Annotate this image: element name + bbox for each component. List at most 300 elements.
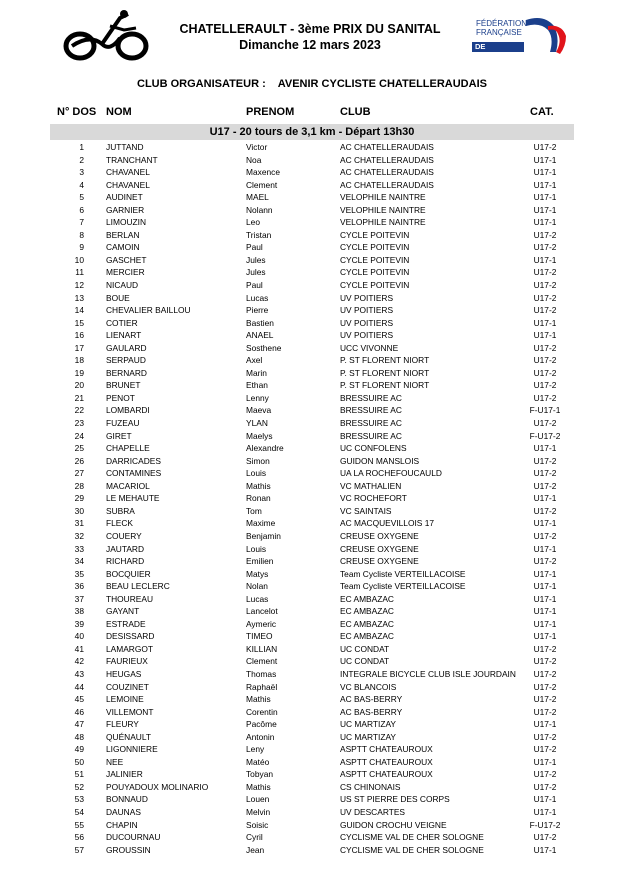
table-row bbox=[0, 229, 624, 242]
cell-nom: LOMBARDI bbox=[106, 405, 150, 416]
cell-num: 1 bbox=[79, 142, 84, 152]
cell-prenom: ANAEL bbox=[246, 330, 274, 341]
cell-prenom: Maeva bbox=[246, 405, 272, 416]
cell-num: 16 bbox=[74, 330, 84, 341]
cell-nom: COUERY bbox=[106, 530, 142, 541]
cell-num: 7 bbox=[79, 217, 84, 228]
cell-nom: FUZEAU bbox=[106, 418, 140, 429]
cell-num: 13 bbox=[74, 292, 84, 303]
table-row bbox=[0, 179, 624, 192]
cell-prenom: Louen bbox=[246, 794, 270, 805]
cell-nom: BONNAUD bbox=[106, 794, 148, 805]
cell-num: 24 bbox=[74, 430, 84, 441]
cell-cat: U17-2 bbox=[533, 242, 557, 253]
cell-cat: U17-1 bbox=[533, 192, 557, 203]
cell-nom: HEUGAS bbox=[106, 668, 142, 679]
cell-num: 14 bbox=[74, 305, 84, 316]
cell-club: ASPTT CHATEAUROUX bbox=[340, 744, 433, 755]
cell-club: UV POITIERS bbox=[340, 317, 394, 328]
cell-prenom: Maxence bbox=[246, 167, 280, 178]
cell-club: CYCLE POITEVIN bbox=[340, 280, 410, 291]
cell-prenom: Jules bbox=[246, 267, 266, 278]
cell-prenom: Mathis bbox=[246, 480, 271, 491]
table-row bbox=[0, 693, 624, 706]
cell-prenom: Maxime bbox=[246, 518, 276, 529]
cell-nom: VILLEMONT bbox=[106, 706, 154, 717]
cell-cat: U17-2 bbox=[533, 681, 557, 692]
table-row bbox=[0, 781, 624, 794]
table-row bbox=[0, 154, 624, 167]
cell-nom: BOUE bbox=[106, 292, 130, 303]
table-row bbox=[0, 354, 624, 367]
cell-nom: CAMOIN bbox=[106, 242, 140, 253]
cell-club: VC MATHALIEN bbox=[340, 480, 402, 491]
cell-num: 4 bbox=[79, 179, 84, 190]
table-row bbox=[0, 404, 624, 417]
cell-club: UC CONDAT bbox=[340, 643, 390, 654]
cell-club: BRESSUIRE AC bbox=[340, 405, 402, 416]
cell-club: CREUSE OXYGENE bbox=[340, 556, 419, 567]
cell-num: 27 bbox=[74, 468, 84, 479]
cell-cat: U17-2 bbox=[533, 656, 557, 667]
cell-cat: U17-2 bbox=[533, 530, 557, 541]
table-row bbox=[0, 580, 624, 593]
cell-num: 44 bbox=[74, 681, 84, 692]
cell-prenom: Lenny bbox=[246, 392, 269, 403]
cell-prenom: Ronan bbox=[246, 493, 271, 504]
event-title: CHATELLERAULT - 3ème PRIX DU SANITAL bbox=[179, 22, 441, 36]
organizer-line bbox=[0, 78, 624, 90]
cell-nom: LIGONNIERE bbox=[106, 744, 158, 755]
cell-cat: U17-2 bbox=[533, 468, 557, 479]
cell-num: 22 bbox=[74, 405, 84, 416]
cell-num: 42 bbox=[74, 656, 84, 667]
cell-prenom: Bastien bbox=[246, 317, 274, 328]
cell-cat: U17-1 bbox=[533, 317, 557, 328]
table-row bbox=[0, 731, 624, 744]
cell-club: GUIDON MANSLOIS bbox=[340, 455, 420, 466]
cell-num: 12 bbox=[74, 280, 84, 291]
cell-cat: U17-1 bbox=[533, 593, 557, 604]
cell-num: 33 bbox=[74, 543, 84, 554]
cell-cat: U17-1 bbox=[533, 204, 557, 215]
cell-prenom: KILLIAN bbox=[246, 643, 278, 654]
cell-num: 20 bbox=[74, 380, 84, 391]
cell-prenom: Corentin bbox=[246, 706, 278, 717]
cell-cat: U17-2 bbox=[533, 380, 557, 391]
cell-prenom: TIMEO bbox=[246, 631, 273, 642]
table-row bbox=[0, 618, 624, 631]
cell-num: 29 bbox=[74, 493, 84, 504]
cell-prenom: Lancelot bbox=[246, 606, 278, 617]
cell-cat: U17-1 bbox=[533, 254, 557, 265]
cell-num: 9 bbox=[79, 242, 84, 253]
cell-nom: MERCIER bbox=[106, 267, 145, 278]
cell-club: UC CONDAT bbox=[340, 656, 390, 667]
cell-prenom: Antonin bbox=[246, 731, 275, 742]
cell-prenom: Louis bbox=[246, 543, 267, 554]
cell-club: AC CHATELLERAUDAIS bbox=[340, 179, 434, 190]
cell-club: VELOPHILE NAINTRE bbox=[340, 217, 426, 228]
rider-list bbox=[0, 141, 624, 856]
cell-num: 6 bbox=[79, 204, 84, 215]
cell-cat: U17-1 bbox=[533, 518, 557, 529]
cell-club: CYCLE POITEVIN bbox=[340, 254, 410, 265]
cell-club: UC MARTIZAY bbox=[340, 731, 396, 742]
cell-nom: BERLAN bbox=[106, 229, 140, 240]
cell-club: AC BAS-BERRY bbox=[340, 694, 403, 705]
cell-prenom: Alexandre bbox=[246, 443, 284, 454]
cell-cat: U17-2 bbox=[533, 556, 557, 567]
cell-club: AC MACQUEVILLOIS 17 bbox=[340, 518, 435, 529]
cell-prenom: Matys bbox=[246, 568, 269, 579]
cell-club: UV DESCARTES bbox=[340, 806, 406, 817]
cell-nom: COTIER bbox=[106, 317, 138, 328]
table-row bbox=[0, 793, 624, 806]
cell-prenom: YLAN bbox=[246, 418, 268, 429]
col-header-prenom: PRENOM bbox=[246, 106, 295, 118]
cell-nom: GROUSSIN bbox=[106, 844, 151, 855]
cell-nom: BERNARD bbox=[106, 367, 147, 378]
table-row bbox=[0, 543, 624, 556]
cell-cat: U17-2 bbox=[533, 280, 557, 291]
cell-cat: U17-1 bbox=[533, 844, 557, 855]
cell-num: 52 bbox=[74, 781, 84, 792]
cell-nom: NEE bbox=[106, 756, 124, 767]
cell-cat: U17-1 bbox=[533, 568, 557, 579]
cell-nom: DESISSARD bbox=[106, 631, 155, 642]
cell-prenom: Clement bbox=[246, 179, 278, 190]
cell-club: EC AMBAZAC bbox=[340, 631, 394, 642]
cell-club: CREUSE OXYGENE bbox=[340, 530, 419, 541]
table-row bbox=[0, 831, 624, 844]
cell-cat: U17-1 bbox=[533, 543, 557, 554]
cell-nom: CHAPELLE bbox=[106, 443, 150, 454]
cell-club: AC CHATELLERAUDAIS bbox=[340, 167, 434, 178]
cell-num: 32 bbox=[74, 530, 84, 541]
table-row bbox=[0, 630, 624, 643]
cell-cat: U17-2 bbox=[533, 292, 557, 303]
cell-prenom: Pierre bbox=[246, 305, 269, 316]
table-row bbox=[0, 718, 624, 731]
cell-num: 43 bbox=[74, 668, 84, 679]
cell-club: UV POITIERS bbox=[340, 305, 394, 316]
organizer-label: CLUB ORGANISATEUR : bbox=[137, 78, 266, 90]
cell-nom: COUZINET bbox=[106, 681, 149, 692]
cell-club: CYCLE POITEVIN bbox=[340, 267, 410, 278]
cell-cat: U17-1 bbox=[533, 756, 557, 767]
cell-prenom: Jules bbox=[246, 254, 266, 265]
table-row bbox=[0, 241, 624, 254]
table-row bbox=[0, 480, 624, 493]
table-row bbox=[0, 141, 624, 154]
table-row bbox=[0, 254, 624, 267]
cell-prenom: Lucas bbox=[246, 292, 269, 303]
table-row bbox=[0, 166, 624, 179]
cell-club: EC AMBAZAC bbox=[340, 606, 394, 617]
table-row bbox=[0, 593, 624, 606]
table-row bbox=[0, 844, 624, 857]
cell-club: CYCLE POITEVIN bbox=[340, 242, 410, 253]
table-row bbox=[0, 743, 624, 756]
cell-nom: BEAU LECLERC bbox=[106, 581, 170, 592]
cell-cat: U17-2 bbox=[533, 505, 557, 516]
cell-num: 54 bbox=[74, 806, 84, 817]
table-row bbox=[0, 417, 624, 430]
cell-club: CYCLISME VAL DE CHER SOLOGNE bbox=[340, 832, 484, 843]
cell-club: ASPTT CHATEAUROUX bbox=[340, 756, 433, 767]
cell-cat: F-U17-2 bbox=[529, 819, 561, 830]
cell-club: AC BAS-BERRY bbox=[340, 706, 403, 717]
cell-cat: U17-2 bbox=[533, 643, 557, 654]
cell-num: 23 bbox=[74, 418, 84, 429]
cell-nom: MACARIOL bbox=[106, 480, 150, 491]
cell-club: AC CHATELLERAUDAIS bbox=[340, 154, 434, 165]
cell-club: BRESSUIRE AC bbox=[340, 418, 402, 429]
cell-num: 48 bbox=[74, 731, 84, 742]
cell-num: 26 bbox=[74, 455, 84, 466]
cell-club: UC CONFOLENS bbox=[340, 443, 407, 454]
cell-club: UV POITIERS bbox=[340, 292, 394, 303]
cell-prenom: Soisic bbox=[246, 819, 269, 830]
cell-nom: POUYADOUX MOLINARIO bbox=[106, 781, 209, 792]
cell-club: VELOPHILE NAINTRE bbox=[340, 192, 426, 203]
cell-nom: QUÉNAULT bbox=[106, 731, 151, 742]
cell-nom: FLEURY bbox=[106, 719, 139, 730]
cell-prenom: Pacôme bbox=[246, 719, 277, 730]
table-row bbox=[0, 342, 624, 355]
table-row bbox=[0, 681, 624, 694]
table-row bbox=[0, 517, 624, 530]
cell-nom: LE MEHAUTE bbox=[106, 493, 160, 504]
cell-cat: U17-2 bbox=[533, 781, 557, 792]
table-row bbox=[0, 467, 624, 480]
cell-num: 38 bbox=[74, 606, 84, 617]
cell-cat: U17-1 bbox=[533, 167, 557, 178]
federation-line3: DE CYCLISME bbox=[472, 42, 524, 52]
col-header-num: N° DOS bbox=[57, 106, 97, 118]
table-row bbox=[0, 292, 624, 305]
cell-club: BRESSUIRE AC bbox=[340, 392, 402, 403]
cell-prenom: Axel bbox=[246, 355, 263, 366]
cell-club: VC ROCHEFORT bbox=[340, 493, 407, 504]
cell-nom: RICHARD bbox=[106, 556, 145, 567]
table-row bbox=[0, 392, 624, 405]
cell-cat: U17-1 bbox=[533, 179, 557, 190]
cell-nom: CHEVALIER BAILLOU bbox=[106, 305, 191, 316]
cell-club: GUIDON CROCHU VEIGNE bbox=[340, 819, 447, 830]
cell-cat: U17-2 bbox=[533, 706, 557, 717]
table-row bbox=[0, 819, 624, 832]
cell-nom: LAMARGOT bbox=[106, 643, 153, 654]
cell-prenom: Ethan bbox=[246, 380, 268, 391]
cell-num: 2 bbox=[79, 154, 84, 165]
cell-num: 10 bbox=[74, 254, 84, 265]
cell-cat: U17-2 bbox=[533, 367, 557, 378]
cell-nom: CONTAMINES bbox=[106, 468, 162, 479]
cell-club: UC MARTIZAY bbox=[340, 719, 396, 730]
cell-nom: DARRICADES bbox=[106, 455, 161, 466]
table-row bbox=[0, 643, 624, 656]
cell-num: 21 bbox=[74, 392, 84, 403]
cell-club: BRESSUIRE AC bbox=[340, 430, 402, 441]
table-row bbox=[0, 655, 624, 668]
cell-club: VC BLANCOIS bbox=[340, 681, 397, 692]
cell-cat: U17-2 bbox=[533, 392, 557, 403]
cell-prenom: Simon bbox=[246, 455, 270, 466]
cell-cat: U17-1 bbox=[533, 581, 557, 592]
cell-num: 15 bbox=[74, 317, 84, 328]
cell-nom: SUBRA bbox=[106, 505, 135, 516]
table-row bbox=[0, 768, 624, 781]
table-row bbox=[0, 668, 624, 681]
cell-cat: U17-2 bbox=[533, 480, 557, 491]
cell-num: 34 bbox=[74, 556, 84, 567]
table-row bbox=[0, 568, 624, 581]
cell-num: 17 bbox=[74, 342, 84, 353]
cell-prenom: Benjamin bbox=[246, 530, 281, 541]
cell-prenom: Nolann bbox=[246, 204, 273, 215]
cell-nom: JUTTAND bbox=[106, 142, 144, 152]
table-row bbox=[0, 492, 624, 505]
cell-nom: LIENART bbox=[106, 330, 142, 341]
cell-num: 18 bbox=[74, 355, 84, 366]
cell-num: 40 bbox=[74, 631, 84, 642]
table-row bbox=[0, 442, 624, 455]
cell-club: EC AMBAZAC bbox=[340, 593, 394, 604]
cell-nom: GARNIER bbox=[106, 204, 145, 215]
table-row bbox=[0, 204, 624, 217]
cell-cat: U17-2 bbox=[533, 355, 557, 366]
cell-prenom: Emilien bbox=[246, 556, 274, 567]
table-row bbox=[0, 455, 624, 468]
cell-nom: LIMOUZIN bbox=[106, 217, 147, 228]
cell-cat: U17-1 bbox=[533, 719, 557, 730]
cell-num: 57 bbox=[74, 844, 84, 855]
cell-num: 46 bbox=[74, 706, 84, 717]
federation-line2: FRANÇAISE bbox=[476, 28, 522, 37]
col-header-club: CLUB bbox=[340, 106, 371, 118]
table-row bbox=[0, 706, 624, 719]
cell-club: CS CHINONAIS bbox=[340, 781, 401, 792]
cell-club: INTEGRALE BICYCLE CLUB ISLE JOURDAIN bbox=[340, 668, 516, 679]
table-row bbox=[0, 505, 624, 518]
cell-nom: DUCOURNAU bbox=[106, 832, 161, 843]
cell-cat: U17-1 bbox=[533, 606, 557, 617]
cell-nom: NICAUD bbox=[106, 280, 139, 291]
cell-cat: F-U17-2 bbox=[529, 430, 561, 441]
cell-cat: U17-2 bbox=[533, 769, 557, 780]
cell-prenom: Thomas bbox=[246, 668, 277, 679]
cell-prenom: Melvin bbox=[246, 806, 271, 817]
cell-cat: U17-1 bbox=[533, 443, 557, 454]
cell-club: P. ST FLORENT NIORT bbox=[340, 367, 430, 378]
cell-num: 47 bbox=[74, 719, 84, 730]
col-header-nom: NOM bbox=[106, 106, 132, 118]
col-header-cat: CAT. bbox=[530, 106, 554, 118]
table-row bbox=[0, 317, 624, 330]
cell-cat: U17-2 bbox=[533, 731, 557, 742]
cell-nom: LEMOINE bbox=[106, 694, 144, 705]
table-row bbox=[0, 304, 624, 317]
cell-club: VC SAINTAIS bbox=[340, 505, 392, 516]
cell-cat: U17-1 bbox=[533, 330, 557, 341]
table-row bbox=[0, 216, 624, 229]
cell-prenom: Aymeric bbox=[246, 618, 277, 629]
cell-club: CYCLISME VAL DE CHER SOLOGNE bbox=[340, 844, 484, 855]
cell-prenom: Tom bbox=[246, 505, 262, 516]
cell-club: Team Cycliste VERTEILLACOISE bbox=[340, 581, 466, 592]
cell-club: VELOPHILE NAINTRE bbox=[340, 204, 426, 215]
cell-club: UCC VIVONNE bbox=[340, 342, 399, 353]
cell-cat: U17-1 bbox=[533, 493, 557, 504]
cell-prenom: Mathis bbox=[246, 781, 271, 792]
cell-prenom: Victor bbox=[246, 142, 268, 152]
cell-nom: GASCHET bbox=[106, 254, 147, 265]
table-row bbox=[0, 191, 624, 204]
cell-club: US ST PIERRE DES CORPS bbox=[340, 794, 450, 805]
cell-num: 50 bbox=[74, 756, 84, 767]
cell-cat: U17-2 bbox=[533, 455, 557, 466]
cell-nom: THOUREAU bbox=[106, 593, 153, 604]
cell-club: P. ST FLORENT NIORT bbox=[340, 355, 430, 366]
table-row bbox=[0, 530, 624, 543]
cell-nom: CHAVANEL bbox=[106, 167, 150, 178]
cell-cat: U17-1 bbox=[533, 618, 557, 629]
event-date: Dimanche 12 mars 2023 bbox=[239, 38, 381, 52]
cell-prenom: Lucas bbox=[246, 593, 269, 604]
cell-num: 41 bbox=[74, 643, 84, 654]
cell-num: 39 bbox=[74, 618, 84, 629]
cell-num: 25 bbox=[74, 443, 84, 454]
cell-prenom: Maelys bbox=[246, 430, 273, 441]
cell-prenom: Mathis bbox=[246, 694, 271, 705]
cell-prenom: MAEL bbox=[246, 192, 269, 203]
cell-cat: U17-2 bbox=[533, 142, 557, 152]
table-row bbox=[0, 430, 624, 443]
cell-prenom: Noa bbox=[246, 154, 262, 165]
cell-cat: U17-2 bbox=[533, 668, 557, 679]
cell-nom: FLECK bbox=[106, 518, 133, 529]
table-row bbox=[0, 367, 624, 380]
cell-nom: CHAVANEL bbox=[106, 179, 150, 190]
federation-line1: FÉDÉRATION bbox=[476, 19, 527, 28]
cell-nom: GAYANT bbox=[106, 606, 140, 617]
cell-num: 51 bbox=[74, 769, 84, 780]
cell-nom: SERPAUD bbox=[106, 355, 146, 366]
cell-num: 36 bbox=[74, 581, 84, 592]
cell-num: 49 bbox=[74, 744, 84, 755]
cell-prenom: Cyril bbox=[246, 832, 263, 843]
cell-nom: BOCQUIER bbox=[106, 568, 151, 579]
cell-num: 37 bbox=[74, 593, 84, 604]
cell-num: 53 bbox=[74, 794, 84, 805]
cell-nom: AUDINET bbox=[106, 192, 143, 203]
cell-cat: U17-2 bbox=[533, 832, 557, 843]
cell-club: UV POITIERS bbox=[340, 330, 394, 341]
organizer-name: AVENIR CYCLISTE CHATELLERAUDAIS bbox=[277, 78, 487, 90]
cell-num: 28 bbox=[74, 480, 84, 491]
cell-cat: U17-1 bbox=[533, 806, 557, 817]
cell-cat: U17-2 bbox=[533, 267, 557, 278]
cell-nom: GIRET bbox=[106, 430, 132, 441]
cell-num: 3 bbox=[79, 167, 84, 178]
table-row bbox=[0, 329, 624, 342]
cell-prenom: Paul bbox=[246, 280, 263, 291]
cell-num: 45 bbox=[74, 694, 84, 705]
table-row bbox=[0, 756, 624, 769]
club-logo bbox=[62, 8, 152, 64]
